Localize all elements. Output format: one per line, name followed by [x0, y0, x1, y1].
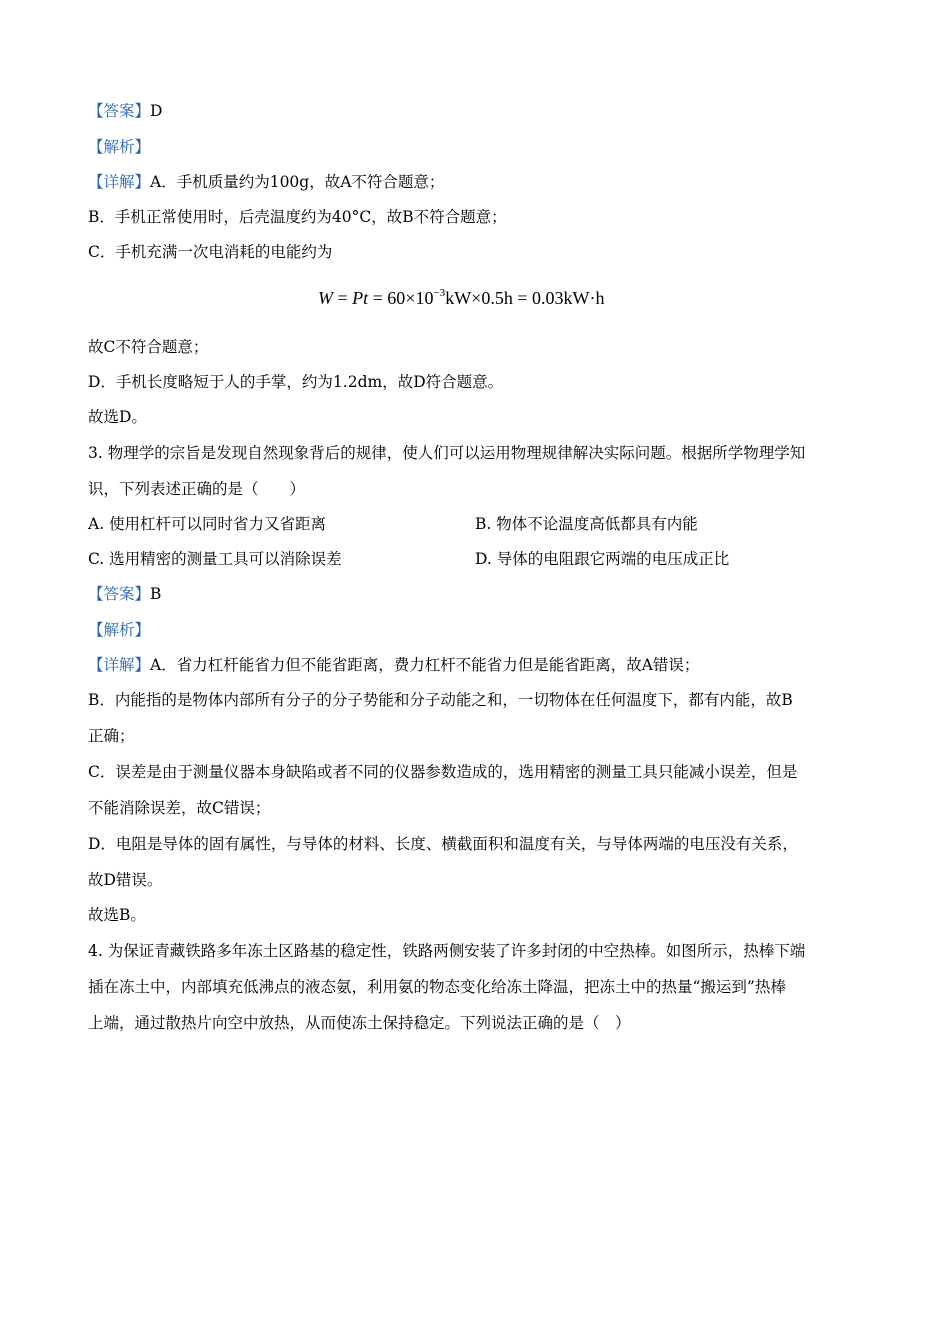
q3-detail-a: 【详解】A．省力杠杆能省力但不能省距离，费力杠杆不能省力但是能省距离，故A错误；: [88, 656, 700, 674]
q4-stem-1: 4. 为保证青藏铁路多年冻土区路基的稳定性，铁路两侧安装了许多封闭的中空热棒。如图所示，热棒下端: [88, 942, 806, 960]
q3-detail-c1: C．误差是由于测量仪器本身缺陷或者不同的仪器参数造成的，选用精密的测量工具只能减小误差，但是: [88, 763, 798, 781]
q2-detail-c: C．手机充满一次电消耗的电能约为: [88, 243, 333, 261]
q3-stem-1: 3. 物理学的宗旨是发现自然现象背后的规律，使人们可以运用物理规律解决实际问题。根据所学物理学知: [88, 444, 806, 462]
q2-detail-a: 【详解】A．手机质量约为100g，故A不符合题意；: [88, 173, 445, 191]
q3-detail-c2: 不能消除误差，故C错误；: [88, 799, 271, 817]
q3-option-b: B. 物体不论温度高低都具有内能: [475, 515, 698, 533]
q3-answer: 【答案】B: [88, 585, 162, 603]
q3-conclusion: 故选B。: [88, 906, 146, 924]
q2-detail-b: B．手机正常使用时，后壳温度约为40°C，故B不符合题意；: [88, 208, 507, 226]
q3-option-c: C. 选用精密的测量工具可以消除误差: [88, 550, 342, 568]
q3-option-d: D. 导体的电阻跟它两端的电压成正比: [475, 550, 730, 568]
q2-conclusion: 故选D。: [88, 408, 147, 426]
answer-tag: 【答案】: [88, 102, 151, 120]
q2-detail-d: D．手机长度略短于人的手掌，约为1.2dm，故D符合题意。: [88, 373, 504, 391]
q3-option-a: A. 使用杠杆可以同时省力又省距离: [88, 515, 327, 533]
q3-detail-b2: 正确；: [88, 727, 135, 745]
energy-formula: $W = Pt = 60\times 10^{-3}kW\times 0.5h = 0.03kW\cdot h$: [318, 287, 605, 308]
q2-analysis-tag: 【解析】: [88, 138, 151, 156]
q2-detail-c2: 故C不符合题意；: [88, 338, 209, 356]
q2-answer: [88, 101, 162, 121]
detail-tag: 【详解】: [88, 173, 151, 191]
q3-detail-b1: B．内能指的是物体内部所有分子的分子势能和分子动能之和，一切物体在任何温度下，都有内能，故B: [88, 691, 793, 709]
q3-stem-2: 识，下列表述正确的是（ ）: [88, 480, 306, 498]
q3-detail-d2: 故D错误。: [88, 871, 163, 889]
q3-analysis-tag: 【解析】: [88, 621, 151, 639]
q4-stem-3: 上端，通过散热片向空中放热，从而使冻土保持稳定。下列说法正确的是（ ）: [88, 1014, 631, 1032]
q3-answer-value: B: [150, 585, 162, 603]
q4-stem-2: 插在冻土中，内部填充低沸点的液态氨，利用氨的物态变化给冻土降温，把冻土中的热量“搬运到”热棒: [88, 978, 786, 996]
q3-detail-d1: D．电阻是导体的固有属性，与导体的材料、长度、横截面积和温度有关，与导体两端的电压没有关系，: [88, 835, 798, 853]
q2-answer-value: D: [150, 102, 163, 120]
